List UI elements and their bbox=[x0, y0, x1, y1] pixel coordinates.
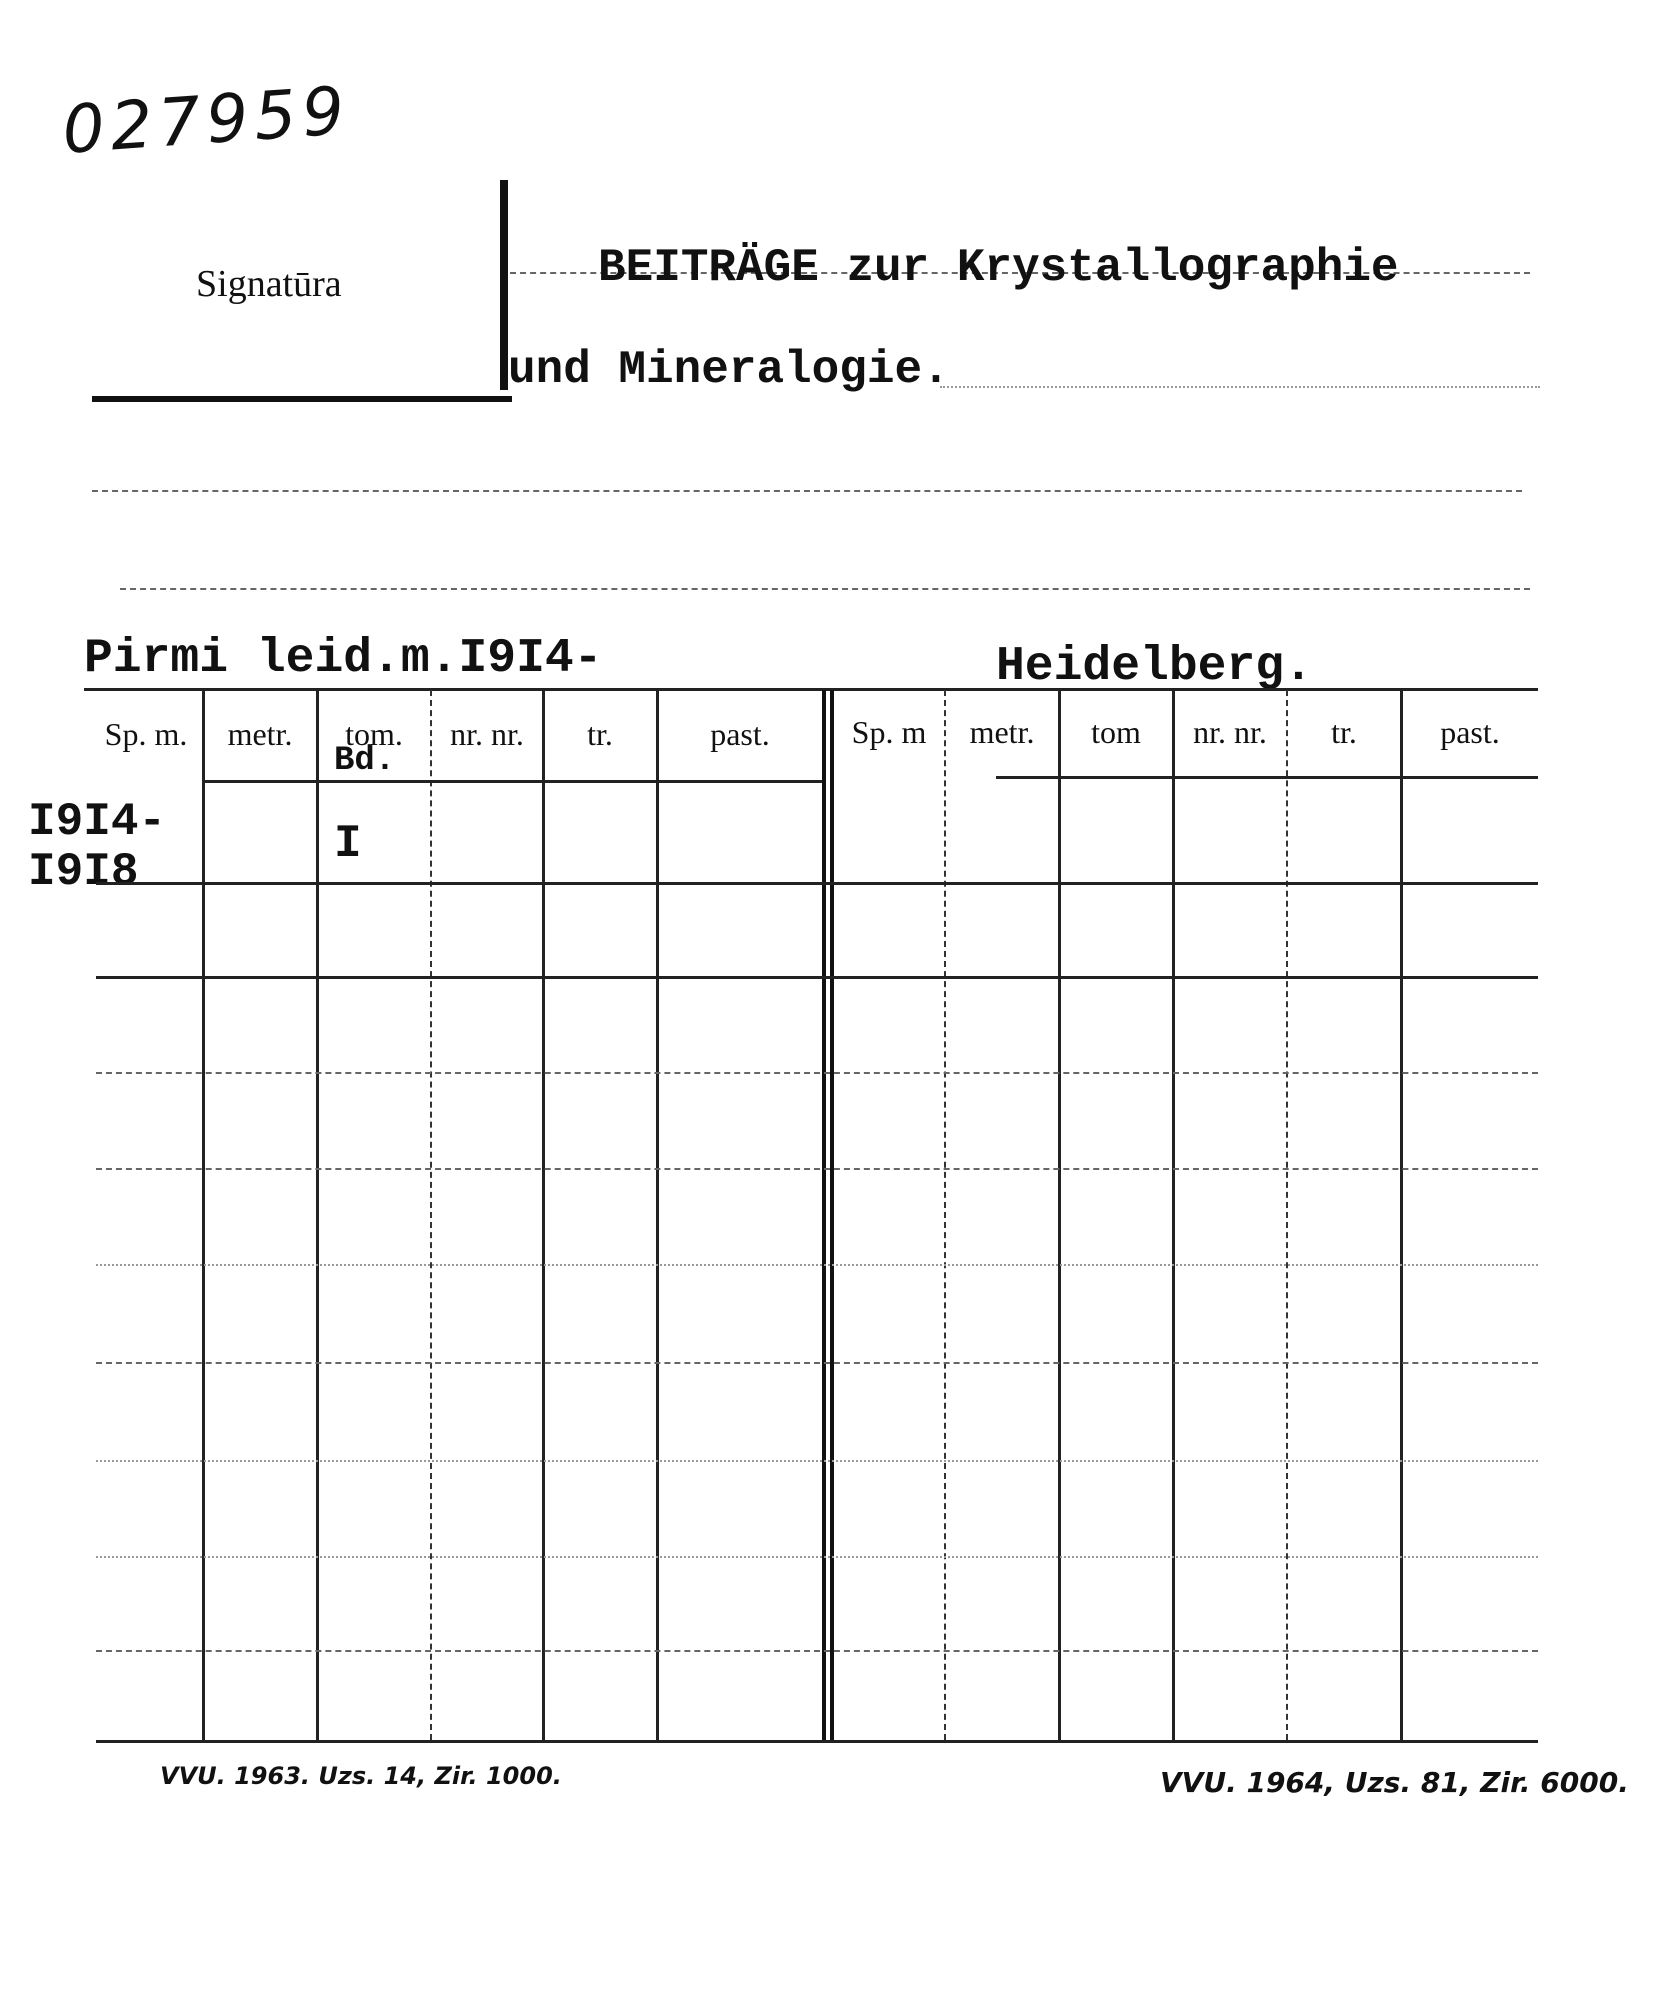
row-years-end: I9I8 bbox=[28, 846, 139, 898]
blank-rule-2 bbox=[120, 588, 1530, 590]
row-rule bbox=[96, 1650, 1538, 1652]
header-rule-left bbox=[202, 780, 822, 783]
signature-label: Signatūra bbox=[196, 263, 342, 305]
title-line-2: und Mineralogie. bbox=[508, 344, 950, 396]
grid-center-divider bbox=[830, 690, 834, 1740]
grid-col-line bbox=[1400, 690, 1403, 1740]
right-header-tr: tr. bbox=[1331, 714, 1357, 750]
row-rule bbox=[96, 1168, 1538, 1170]
right-header-nr-nr: nr. nr. bbox=[1193, 714, 1267, 750]
title-rule-2-tail bbox=[940, 386, 1540, 388]
left-header-tom: tom. bbox=[345, 716, 403, 752]
left-header-tr: tr. bbox=[587, 716, 613, 752]
table-bottom-rule bbox=[96, 1740, 1538, 1743]
right-header-tom: tom bbox=[1091, 714, 1141, 750]
card-number: 027959 bbox=[60, 71, 353, 169]
row-years-start: I9I4- bbox=[28, 796, 167, 848]
grid-col-line bbox=[656, 690, 659, 1740]
row-volume: I bbox=[334, 818, 362, 870]
blank-rule-1 bbox=[92, 490, 1522, 492]
grid-col-line bbox=[202, 690, 205, 1740]
edition-text: Pirmi leid.m.I9I4- bbox=[84, 632, 603, 686]
left-header-sp-m: Sp. m. bbox=[104, 716, 188, 752]
left-header-metr: metr. bbox=[227, 716, 293, 752]
left-header-nr-nr: nr. nr. bbox=[450, 716, 524, 752]
row-rule bbox=[96, 1556, 1538, 1558]
right-header-metr: metr. bbox=[969, 714, 1035, 750]
row-rule bbox=[96, 1362, 1538, 1364]
row-rule bbox=[96, 1460, 1538, 1462]
row-rule bbox=[96, 882, 1538, 885]
signature-rule bbox=[92, 396, 512, 402]
grid-col-line bbox=[316, 690, 319, 1740]
footnote-left: VVU. 1963. Uzs. 14, Zir. 1000. bbox=[160, 1762, 562, 1790]
grid-col-line bbox=[430, 690, 432, 1740]
grid-col-line bbox=[944, 690, 946, 1740]
right-header-sp-m: Sp. m bbox=[851, 714, 927, 750]
right-header-past: past. bbox=[1440, 714, 1500, 750]
grid-col-line bbox=[1058, 690, 1061, 1740]
grid-col-line bbox=[542, 690, 545, 1740]
place-text: Heidelberg. bbox=[996, 640, 1313, 694]
left-header-tom-bd: Bd. bbox=[334, 742, 396, 780]
row-rule bbox=[96, 1072, 1538, 1074]
grid-col-line bbox=[1172, 690, 1175, 1740]
row-rule bbox=[96, 976, 1538, 979]
header-rule-right bbox=[996, 776, 1538, 779]
edition-rule bbox=[84, 688, 1538, 691]
title-line-1: BEITRÄGE zur Krystallographie bbox=[598, 242, 1399, 294]
signature-divider bbox=[500, 180, 508, 390]
left-header-past: past. bbox=[710, 716, 770, 752]
grid-col-line bbox=[1286, 690, 1288, 1740]
grid-center-divider bbox=[822, 690, 826, 1740]
row-rule bbox=[96, 1264, 1538, 1266]
footnote-right: VVU. 1964, Uzs. 81, Zir. 6000. bbox=[1160, 1766, 1629, 1799]
